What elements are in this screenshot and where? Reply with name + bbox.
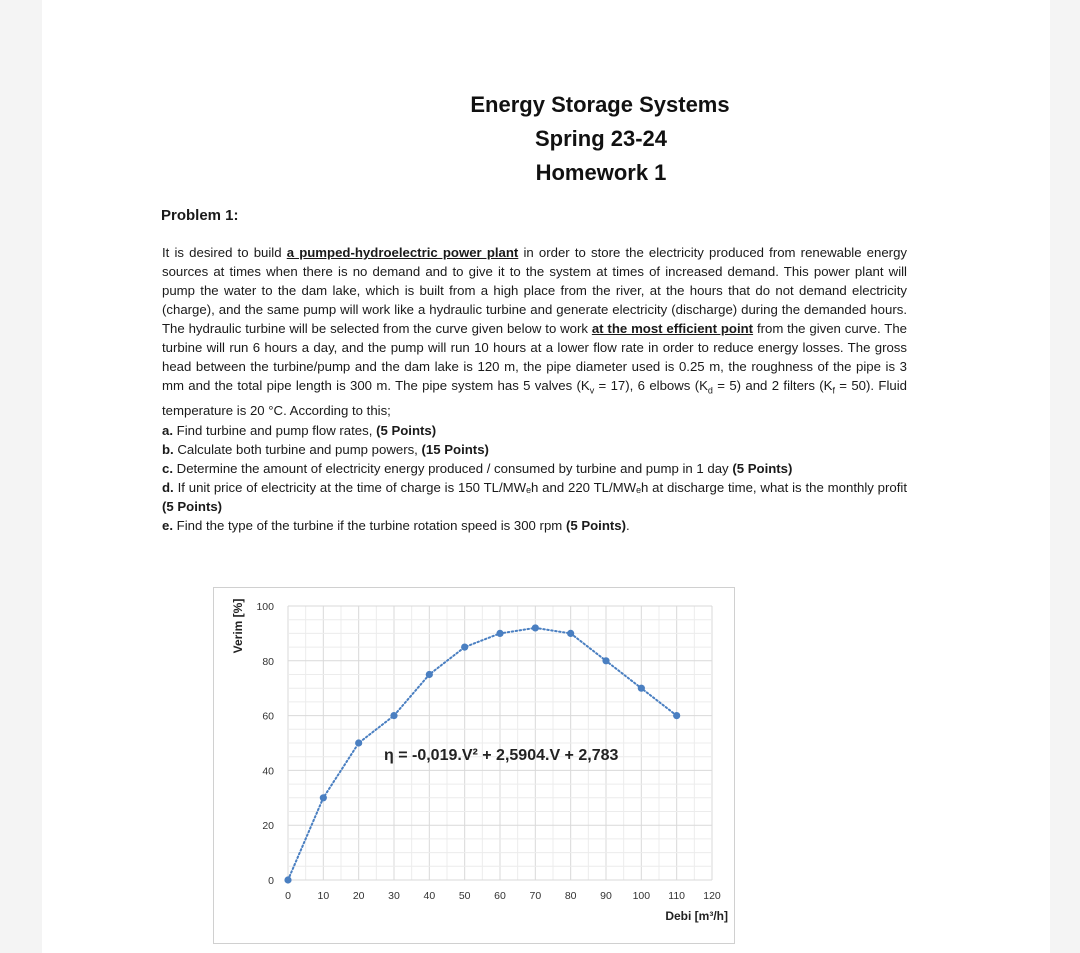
task-list [162,421,907,535]
y-tick-label: 0 [268,875,274,887]
task-item [162,440,907,459]
x-tick-label: 70 [529,890,542,902]
task-label: e. [162,518,173,533]
problem-title: Problem 1: [161,207,239,224]
term-title: Spring 23-24 [534,126,668,151]
x-tick-label: 10 [317,890,330,902]
task-points: (5 Points) [376,423,437,438]
task-label: a. [162,423,173,438]
task-item [162,478,907,516]
task-text: Find turbine and pump flow rates, [173,423,377,438]
y-axis-label: Verim [%] [231,598,245,654]
data-point [461,644,468,651]
data-point [390,712,397,719]
statement-text-5: = 50). Fluid temperature is 20 °C. According to this; [162,378,907,418]
x-tick-label: 0 [285,890,291,902]
statement-text-1: in order to store the electricity produced from renewable energy sources at times when there is no demand and to give it to the system at times of increased demand. This power plant will pump the water to the dam lake, which is built from a high place from the river, at the hours that do not demand electricity (charge), and the same pump will work like a hydraulic turbine and generate electricity (discharge) during the demanded hours. The hydraulic turbine will be selected from the curve given below to work [162,245,908,336]
task-text: If unit price of electricity at the time of charge is 150 TL/MWₑh and 220 TL/MWₑh at discharge time, what is the monthly profit [173,480,907,495]
efficiency-chart [213,587,735,944]
kf-subscript: f [832,385,835,396]
task-text: Calculate both turbine and pump powers, [173,442,422,457]
data-point [638,685,645,692]
data-point [602,657,609,664]
x-tick-label: 40 [423,890,436,902]
course-title: Energy Storage Systems [470,92,730,117]
task-after: . [626,518,630,533]
x-tick-label: 20 [352,890,365,902]
task-item [162,421,907,440]
y-tick-label: 20 [262,820,274,833]
task-item [162,516,907,535]
task-label: b. [162,442,174,457]
x-tick-label: 80 [564,890,577,902]
data-point [355,739,362,746]
x-tick-label: 120 [703,890,721,902]
chart-grid [288,606,712,880]
kd-subscript: d [707,385,713,396]
data-point [673,712,680,719]
x-tick-label: 60 [494,890,506,902]
y-axis-ticks [256,601,274,887]
task-label: d. [162,480,174,495]
data-point [532,624,539,631]
task-points: (5 Points) [732,461,793,476]
task-text: Find the type of the turbine if the turbine rotation speed is 300 rpm [173,518,566,533]
x-tick-label: 100 [632,890,651,902]
task-points: (15 Points) [421,442,489,457]
data-point [320,794,327,801]
x-tick-label: 110 [668,890,686,902]
assignment-title: Homework 1 [535,160,667,185]
kv-subscript: v [589,385,595,396]
y-tick-label: 80 [262,655,274,668]
problem-statement [162,243,907,420]
plant-emphasis: a pumped-hydroelectric power plant [286,245,519,260]
data-point [284,876,291,883]
task-label: c. [162,461,173,476]
task-text: Determine the amount of electricity energy produced / consumed by turbine and pump in 1 day [173,461,733,476]
data-point [426,671,433,678]
efficient-point-emphasis: at the most efficient point [591,321,754,336]
statement-text-4: = 5) and 2 filters (K [712,378,833,393]
intro-text: It is desired to build [162,245,282,260]
document-header [42,88,1050,190]
document-page [42,0,1050,953]
x-axis-label: Debi [m³/h] [665,909,728,923]
trendline-equation: η = -0,019.V² + 2,5904.V + 2,783 [384,747,619,764]
statement-text-2: from the given curve. The turbine will run 6 hours a day, and the pump will run 10 hours at a lower flow rate in order to reduce energy losses. The gross head between the turbine/pump and the dam lake is 120 m, the pipe diameter used is 0.25 m, the roughness of the pipe is 3 mm and the total pipe length is 300 m. The pipe system has 5 valves (K [162,321,907,393]
x-axis-ticks [285,890,721,902]
x-tick-label: 50 [458,890,471,902]
task-points: (5 Points) [162,499,223,514]
statement-text-3: = 17), 6 elbows (K [594,378,708,393]
task-item [162,459,907,478]
y-tick-label: 100 [256,601,274,613]
y-tick-label: 40 [262,765,274,778]
x-tick-label: 30 [388,890,400,902]
y-tick-label: 60 [262,710,274,723]
x-tick-label: 90 [600,890,612,902]
data-point [496,630,503,637]
chart-svg [214,588,734,943]
data-point [567,630,574,637]
task-points: (5 Points) [565,518,627,533]
